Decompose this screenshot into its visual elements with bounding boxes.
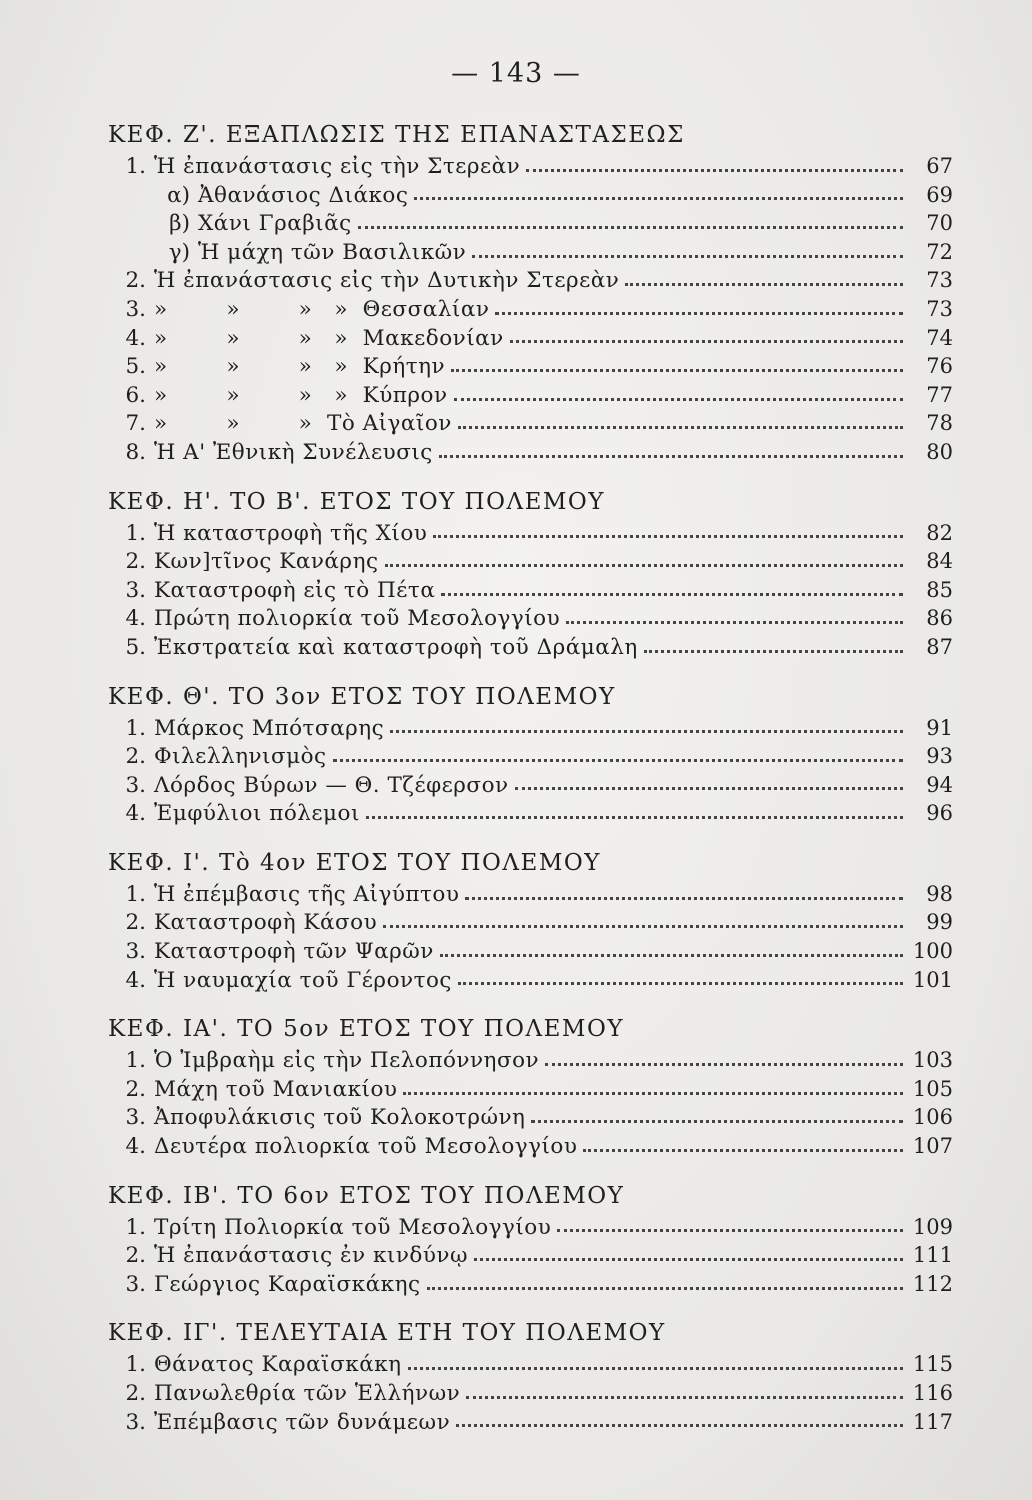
entry-page-number: 70 xyxy=(926,211,953,236)
chapter-section xyxy=(108,846,953,994)
toc-entry xyxy=(108,409,953,438)
entry-number: 3. xyxy=(125,939,146,965)
entry-page-number: 80 xyxy=(926,439,953,464)
entry-title: Ἡ ἐπανάστασις εἰς τὴν Δυτικὴν Στερεὰν xyxy=(154,268,620,294)
dot-leader xyxy=(358,226,903,229)
toc-entry xyxy=(108,1075,953,1104)
entry-number: 2. xyxy=(125,1243,146,1269)
entry-number: 4. xyxy=(125,801,146,827)
entry-title: Χάνι Γραβιᾶς xyxy=(198,211,352,237)
dot-leader xyxy=(515,787,903,790)
entry-number: β) xyxy=(169,211,190,237)
dot-leader xyxy=(465,897,903,900)
dot-leader xyxy=(390,730,903,733)
toc-entry xyxy=(108,633,953,662)
dot-leader xyxy=(433,535,903,538)
entry-title: Ἡ ναυμαχία τοῦ Γέροντος xyxy=(154,967,452,993)
toc-entry xyxy=(108,238,953,267)
entry-number: 1. xyxy=(125,715,146,741)
dot-leader xyxy=(644,650,903,653)
dot-leader xyxy=(451,369,903,372)
chapter-heading: ΚΕΦ. Ι'. Τὸ 4ον ΕΤΟΣ ΤΟΥ ΠΟΛΕΜΟΥ xyxy=(108,849,601,876)
entry-page-number: 103 xyxy=(912,1048,953,1073)
entry-page-number: 115 xyxy=(912,1352,953,1377)
entry-page-number: 87 xyxy=(926,634,953,659)
toc-entry xyxy=(108,1379,953,1408)
entry-number: 3. xyxy=(125,772,146,798)
chapter-section xyxy=(108,1012,953,1160)
entry-number: 8. xyxy=(125,439,146,465)
entry-title: Ἡ Α' Ἐθνικὴ Συνέλευσις xyxy=(154,439,433,465)
entry-title: Ἡ ἐπανάστασις ἐν κινδύνῳ xyxy=(154,1243,469,1269)
entry-number: 5. xyxy=(125,634,146,660)
entry-number: 3. xyxy=(125,1105,146,1131)
entry-number: 2. xyxy=(125,1381,146,1406)
entry-title: Ἐπέμβασις τῶν δυνάμεων xyxy=(154,1409,451,1435)
toc-entry xyxy=(108,576,953,605)
entry-title: Ἐμφύλιοι πόλεμοι xyxy=(154,801,360,827)
chapter-heading: ΚΕΦ. Η'. ΤΟ Β'. ΕΤΟΣ ΤΟΥ ΠΟΛΕΜΟΥ xyxy=(108,488,605,515)
toc-entry xyxy=(108,1241,953,1270)
entry-title: Γεώργιος Καραϊσκάκης xyxy=(154,1271,421,1297)
entry-number: 4. xyxy=(125,967,146,993)
toc-entry xyxy=(108,181,953,210)
entry-number: 3. xyxy=(125,296,146,322)
entry-page-number: 84 xyxy=(926,549,953,574)
entry-page-number: 85 xyxy=(926,577,953,602)
entry-number: 5. xyxy=(125,354,146,380)
toc-entry xyxy=(108,519,953,548)
entry-page-number: 109 xyxy=(912,1214,953,1239)
dot-leader xyxy=(456,1424,903,1427)
page-number: — 143 — xyxy=(451,58,581,89)
entry-number: 7. xyxy=(125,411,146,437)
entry-title: Λόρδος Βύρων — Θ. Τζέφερσον xyxy=(154,772,509,798)
dot-leader xyxy=(458,982,903,985)
entry-title: » » » » Μακεδονίαν xyxy=(154,325,504,351)
entry-number: 2. xyxy=(125,910,146,936)
entry-page-number: 107 xyxy=(912,1134,953,1159)
entry-title: Πρώτη πολιορκία τοῦ Μεσολογγίου xyxy=(154,606,561,632)
toc-entry xyxy=(108,152,953,181)
entry-title: Μάχη τοῦ Μανιακίου xyxy=(154,1076,398,1102)
table-of-contents xyxy=(108,118,953,1454)
toc-entry xyxy=(108,1350,953,1379)
entry-title: Καταστροφὴ Κάσου xyxy=(154,910,378,936)
entry-page-number: 93 xyxy=(926,744,953,769)
toc-entry xyxy=(108,1046,953,1075)
toc-entry xyxy=(108,324,953,353)
dot-leader xyxy=(531,1120,903,1123)
entry-page-number: 106 xyxy=(912,1105,953,1130)
entry-page-number: 101 xyxy=(912,967,953,992)
entry-number: 3. xyxy=(125,1271,146,1297)
entry-number: 4. xyxy=(125,1134,146,1160)
entry-number: 3. xyxy=(125,1409,146,1435)
dot-leader xyxy=(566,621,903,624)
entry-title: » » » Τὸ Αἰγαῖον xyxy=(154,411,452,437)
dot-leader xyxy=(472,255,903,258)
dot-leader xyxy=(526,169,903,172)
chapter-section xyxy=(108,1179,953,1299)
entry-page-number: 111 xyxy=(912,1243,953,1268)
entry-number: 1. xyxy=(125,1048,146,1074)
entry-page-number: 86 xyxy=(926,606,953,631)
entry-title: » » » » Κύπρον xyxy=(154,382,448,408)
dot-leader xyxy=(403,1092,903,1095)
dot-leader xyxy=(408,1367,903,1370)
dot-leader xyxy=(333,759,903,762)
entry-page-number: 74 xyxy=(926,325,953,350)
entry-page-number: 99 xyxy=(926,910,953,935)
dot-leader xyxy=(440,954,903,957)
entry-number: 4. xyxy=(125,325,146,351)
entry-number: 2. xyxy=(125,268,146,294)
chapter-heading: ΚΕΦ. Θ'. ΤΟ 3ον ΕΤΟΣ ΤΟΥ ΠΟΛΕΜΟΥ xyxy=(108,683,616,710)
chapter-section xyxy=(108,1316,953,1436)
entry-page-number: 72 xyxy=(926,239,953,264)
toc-entry xyxy=(108,604,953,633)
entry-title: » » » » Θεσσαλίαν xyxy=(154,296,490,322)
dot-leader xyxy=(557,1229,903,1232)
entry-title: Τρίτη Πολιορκία τοῦ Μεσολογγίου xyxy=(154,1214,552,1240)
dot-leader xyxy=(385,564,904,567)
toc-entry xyxy=(108,295,953,324)
dot-leader xyxy=(414,197,903,200)
entry-number: 2. xyxy=(125,549,146,575)
entry-title: Δευτέρα πολιορκία τοῦ Μεσολογγίου xyxy=(154,1134,578,1160)
toc-entry xyxy=(108,1103,953,1132)
dot-leader xyxy=(583,1149,903,1152)
toc-entry xyxy=(108,937,953,966)
entry-title: Καταστροφὴ εἰς τὸ Πέτα xyxy=(154,577,436,603)
entry-title: Ἡ μάχη τῶν Βασιλικῶν xyxy=(198,239,467,265)
chapter-heading: ΚΕΦ. ΙΒ'. ΤΟ 6ον ΕΤΟΣ ΤΟΥ ΠΟΛΕΜΟΥ xyxy=(108,1182,625,1209)
chapter-heading: ΚΕΦ. Ζ'. ΕΞΑΠΛΩΣΙΣ ΤΗΣ ΕΠΑΝΑΣΤΑΣΕΩΣ xyxy=(108,122,685,148)
entry-page-number: 73 xyxy=(926,296,953,321)
entry-page-number: 116 xyxy=(912,1381,953,1405)
toc-entry xyxy=(108,352,953,381)
entry-page-number: 73 xyxy=(926,268,953,293)
entry-title: Ἡ ἐπέμβασις τῆς Αἰγύπτου xyxy=(154,881,460,907)
toc-entry xyxy=(108,771,953,800)
dot-leader xyxy=(466,1396,903,1399)
entry-title: Ἡ καταστροφὴ τῆς Χίου xyxy=(154,520,428,546)
toc-entry xyxy=(108,209,953,238)
chapter-section xyxy=(108,118,953,467)
toc-entry xyxy=(108,1213,953,1242)
entry-page-number: 67 xyxy=(926,154,953,178)
toc-entry xyxy=(108,714,953,743)
entry-page-number: 69 xyxy=(926,182,953,207)
entry-title: Ἡ ἐπανάστασις εἰς τὴν Στερεὰν xyxy=(154,154,521,179)
entry-title: Κων]τῖνος Κανάρης xyxy=(154,549,379,575)
dot-leader xyxy=(366,816,903,819)
toc-entry xyxy=(108,438,953,467)
dot-leader xyxy=(441,593,903,596)
entry-title: Φιλελληνισμὸς xyxy=(154,744,327,770)
entry-page-number: 96 xyxy=(926,801,953,826)
entry-title: Καταστροφὴ τῶν Ψαρῶν xyxy=(154,939,434,965)
entry-number: 3. xyxy=(125,577,146,603)
entry-number: 4. xyxy=(125,606,146,632)
entry-number: 2. xyxy=(125,744,146,770)
entry-title: Ἀθανάσιος Διάκος xyxy=(198,182,409,208)
entry-title: Ὁ Ἰμβραὴμ εἰς τὴν Πελοπόννησον xyxy=(154,1048,540,1074)
dot-leader xyxy=(510,340,903,343)
entry-page-number: 94 xyxy=(926,772,953,797)
dot-leader xyxy=(625,283,903,286)
entry-title: Μάρκος Μπότσαρης xyxy=(154,715,385,741)
entry-page-number: 112 xyxy=(912,1271,953,1296)
entry-page-number: 98 xyxy=(926,881,953,906)
entry-page-number: 78 xyxy=(926,411,953,436)
entry-page-number: 100 xyxy=(912,939,953,964)
toc-entry xyxy=(108,266,953,295)
toc-entry xyxy=(108,908,953,937)
toc-entry xyxy=(108,742,953,771)
dot-leader xyxy=(474,1258,903,1261)
entry-title: Ἐκστρατεία καὶ καταστροφὴ τοῦ Δράμαλη xyxy=(154,634,638,660)
chapter-heading: ΚΕΦ. ΙΑ'. ΤΟ 5ον ΕΤΟΣ ΤΟΥ ΠΟΛΕΜΟΥ xyxy=(108,1016,625,1043)
dot-leader xyxy=(458,426,903,429)
dot-leader xyxy=(439,455,903,458)
chapter-section xyxy=(108,485,953,662)
entry-number: 1. xyxy=(125,154,146,179)
dot-leader xyxy=(495,312,903,315)
toc-entry xyxy=(108,966,953,995)
entry-number: 1. xyxy=(125,1352,146,1378)
chapter-section xyxy=(108,680,953,828)
entry-number: 1. xyxy=(125,1214,146,1240)
toc-entry xyxy=(108,381,953,410)
entry-number: α) xyxy=(167,182,190,208)
entry-number: 6. xyxy=(125,382,146,408)
entry-title: » » » » Κρήτην xyxy=(154,354,446,380)
entry-page-number: 91 xyxy=(926,715,953,740)
entry-page-number: 117 xyxy=(912,1409,953,1434)
entry-page-number: 76 xyxy=(926,354,953,379)
toc-entry xyxy=(108,1270,953,1299)
entry-title: Ἀποφυλάκισις τοῦ Κολοκοτρώνη xyxy=(154,1105,526,1131)
toc-entry xyxy=(108,1132,953,1161)
dot-leader xyxy=(454,398,903,401)
toc-entry xyxy=(108,1408,953,1437)
toc-entry xyxy=(108,799,953,828)
entry-title: Θάνατος Καραϊσκάκη xyxy=(154,1352,402,1378)
entry-page-number: 105 xyxy=(912,1076,953,1101)
toc-entry xyxy=(108,880,953,909)
entry-number: 1. xyxy=(125,881,146,907)
toc-entry xyxy=(108,547,953,576)
entry-page-number: 77 xyxy=(926,382,953,407)
entry-title: Πανωλεθρία τῶν Ἑλλήνων xyxy=(154,1381,461,1406)
dot-leader xyxy=(545,1063,903,1066)
entry-number: 2. xyxy=(125,1076,146,1102)
entry-page-number: 82 xyxy=(926,520,953,545)
dot-leader xyxy=(383,925,903,928)
chapter-heading: ΚΕΦ. ΙΓ'. ΤΕΛΕΥΤΑΙΑ ΕΤΗ ΤΟΥ ΠΟΛΕΜΟΥ xyxy=(108,1320,666,1347)
entry-number: γ) xyxy=(168,239,190,265)
entry-number: 1. xyxy=(125,520,146,546)
dot-leader xyxy=(427,1287,904,1290)
